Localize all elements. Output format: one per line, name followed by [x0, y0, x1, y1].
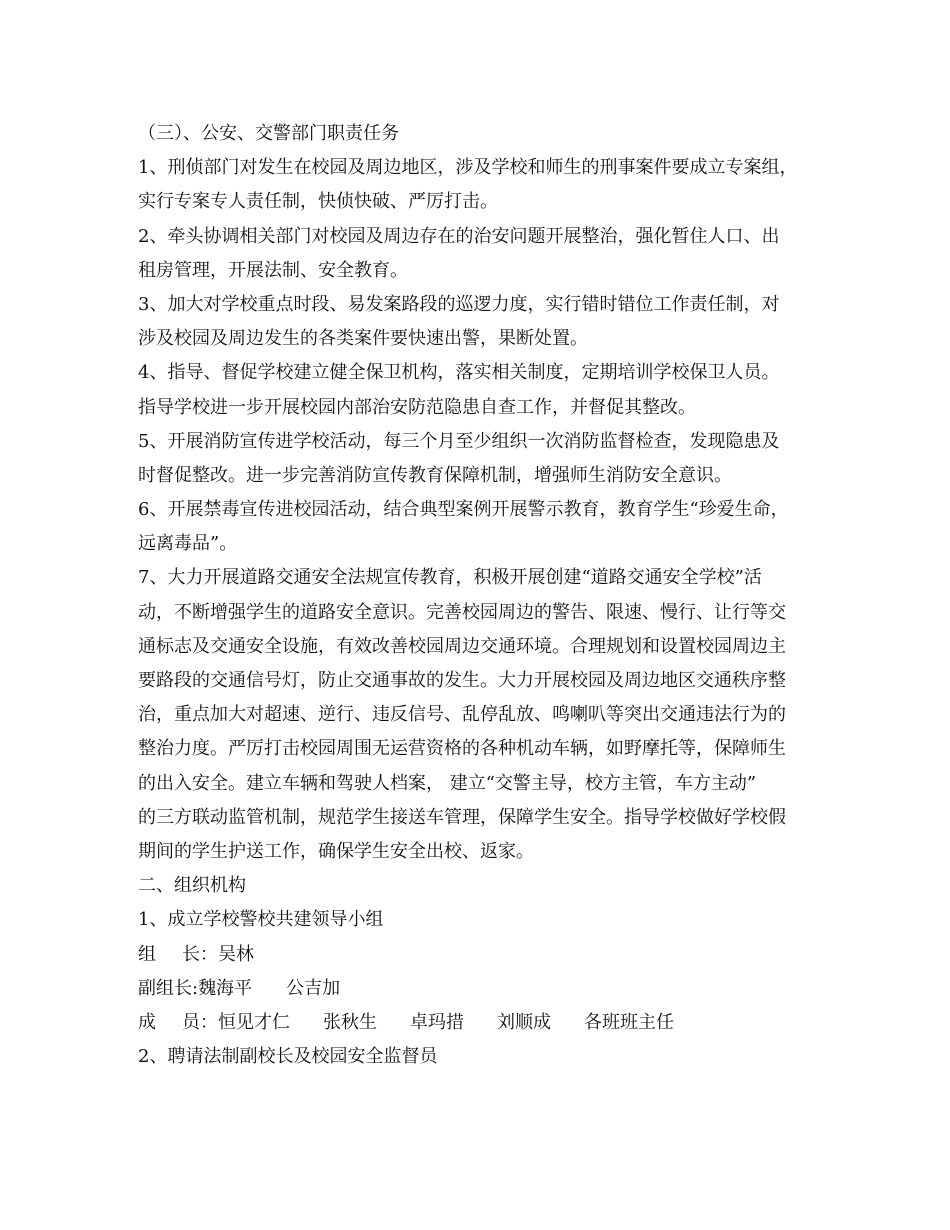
deputy-row [138, 972, 838, 1006]
member-name: 刘顺成 [497, 1011, 551, 1033]
members-label-char2: 员： [182, 1011, 218, 1033]
leader-row [138, 938, 838, 972]
deputy-name: 魏海平 [198, 977, 253, 999]
paragraph-line: 3、加大对学校重点时段、易发案路段的巡逻力度，实行错时错位工作责任制，对 [138, 293, 780, 315]
paragraph-line: 涉及校园及周边发生的各类案件要快速出警，果断处置。 [138, 328, 588, 350]
paragraph-line: 的三方联动监管机制，规范学生接送车管理，保障学生安全。指导学校做好学校假 [138, 806, 786, 828]
paragraph-line: 的出入安全。建立车辆和驾驶人档案， 建立“交警主导，校方主管，车方主动” [138, 772, 757, 794]
section-heading: 二、组织机构 [138, 875, 246, 897]
paragraph-line: 要路段的交通信号灯，防止交通事故的发生。大力开展校园及周边地区交通秩序整 [138, 670, 786, 691]
paragraph-line: 4、指导、督促学校建立健全保卫机构，落实相关制度，定期培训学校保卫人员。 [138, 362, 780, 384]
paragraph-line: 租房管理，开展法制、安全教育。 [138, 259, 408, 281]
leader-label-char1: 组 [138, 943, 156, 965]
subsection-heading: 2、聘请法制副校长及校园安全监督员 [138, 1046, 438, 1068]
paragraph-line: 6、开展禁毒宣传进校园活动，结合典型案例开展警示教育，教育学生“珍爱生命， [138, 499, 789, 521]
paragraph-line: 期间的学生护送工作，确保学生安全出校、返家。 [138, 840, 534, 862]
document-body [138, 117, 838, 1074]
section-heading: （三）、公安、交警部门职责任务 [138, 123, 399, 144]
deputy-name: 公吉加 [286, 977, 341, 999]
deputy-label: 副组长: [138, 977, 199, 999]
member-name: 恒见才仁 [218, 1011, 290, 1033]
paragraph-line: 7、大力开展道路交通安全法规宣传教育，积极开展创建“道路交通安全学校”活 [138, 567, 762, 589]
paragraph-line: 1、刑侦部门对发生在校园及周边地区，涉及学校和师生的刑事案件要成立专案组， [138, 157, 798, 179]
leader-name: 吴林 [218, 943, 254, 965]
paragraph-line: 实行专案专人责任制，快侦快破、严厉打击。 [138, 191, 498, 213]
subsection-heading: 1、成立学校警校共建领导小组 [138, 909, 384, 931]
member-name: 各班班主任 [584, 1011, 674, 1033]
members-label-char1: 成 [138, 1011, 156, 1033]
paragraph-line: 远离毒品”。 [138, 533, 238, 555]
paragraph-line: 指导学校进一步开展校园内部治安防范隐患自查工作，并督促其整改。 [138, 396, 696, 418]
paragraph-line: 时督促整改。进一步完善消防宣传教育保障机制，增强师生消防安全意识。 [138, 464, 732, 486]
paragraph-line: 整治力度。严厉打击校园周围无运营资格的各种机动车辆，如野摩托等，保障师生 [138, 738, 786, 760]
paragraph-line: 通标志及交通安全设施，有效改善校园周边交通环境。合理规划和设置校园周边主 [138, 635, 786, 657]
leader-label-char2: 长： [182, 943, 218, 965]
member-name: 张秋生 [323, 1011, 377, 1033]
members-row [138, 1006, 838, 1040]
paragraph-line: 治，重点加大对超速、逆行、违反信号、乱停乱放、鸣喇叭等突出交通违法行为的 [138, 704, 786, 726]
paragraph-line: 动，不断增强学生的道路安全意识。完善校园周边的警告、限速、慢行、让行等交 [138, 601, 786, 623]
paragraph-line: 5、开展消防宣传进学校活动，每三个月至少组织一次消防监督检查，发现隐患及 [138, 430, 780, 452]
member-name: 卓玛措 [410, 1011, 464, 1033]
paragraph-line: 2、牵头协调相关部门对校园及周边存在的治安问题开展整治，强化暂住人口、出 [138, 225, 780, 247]
